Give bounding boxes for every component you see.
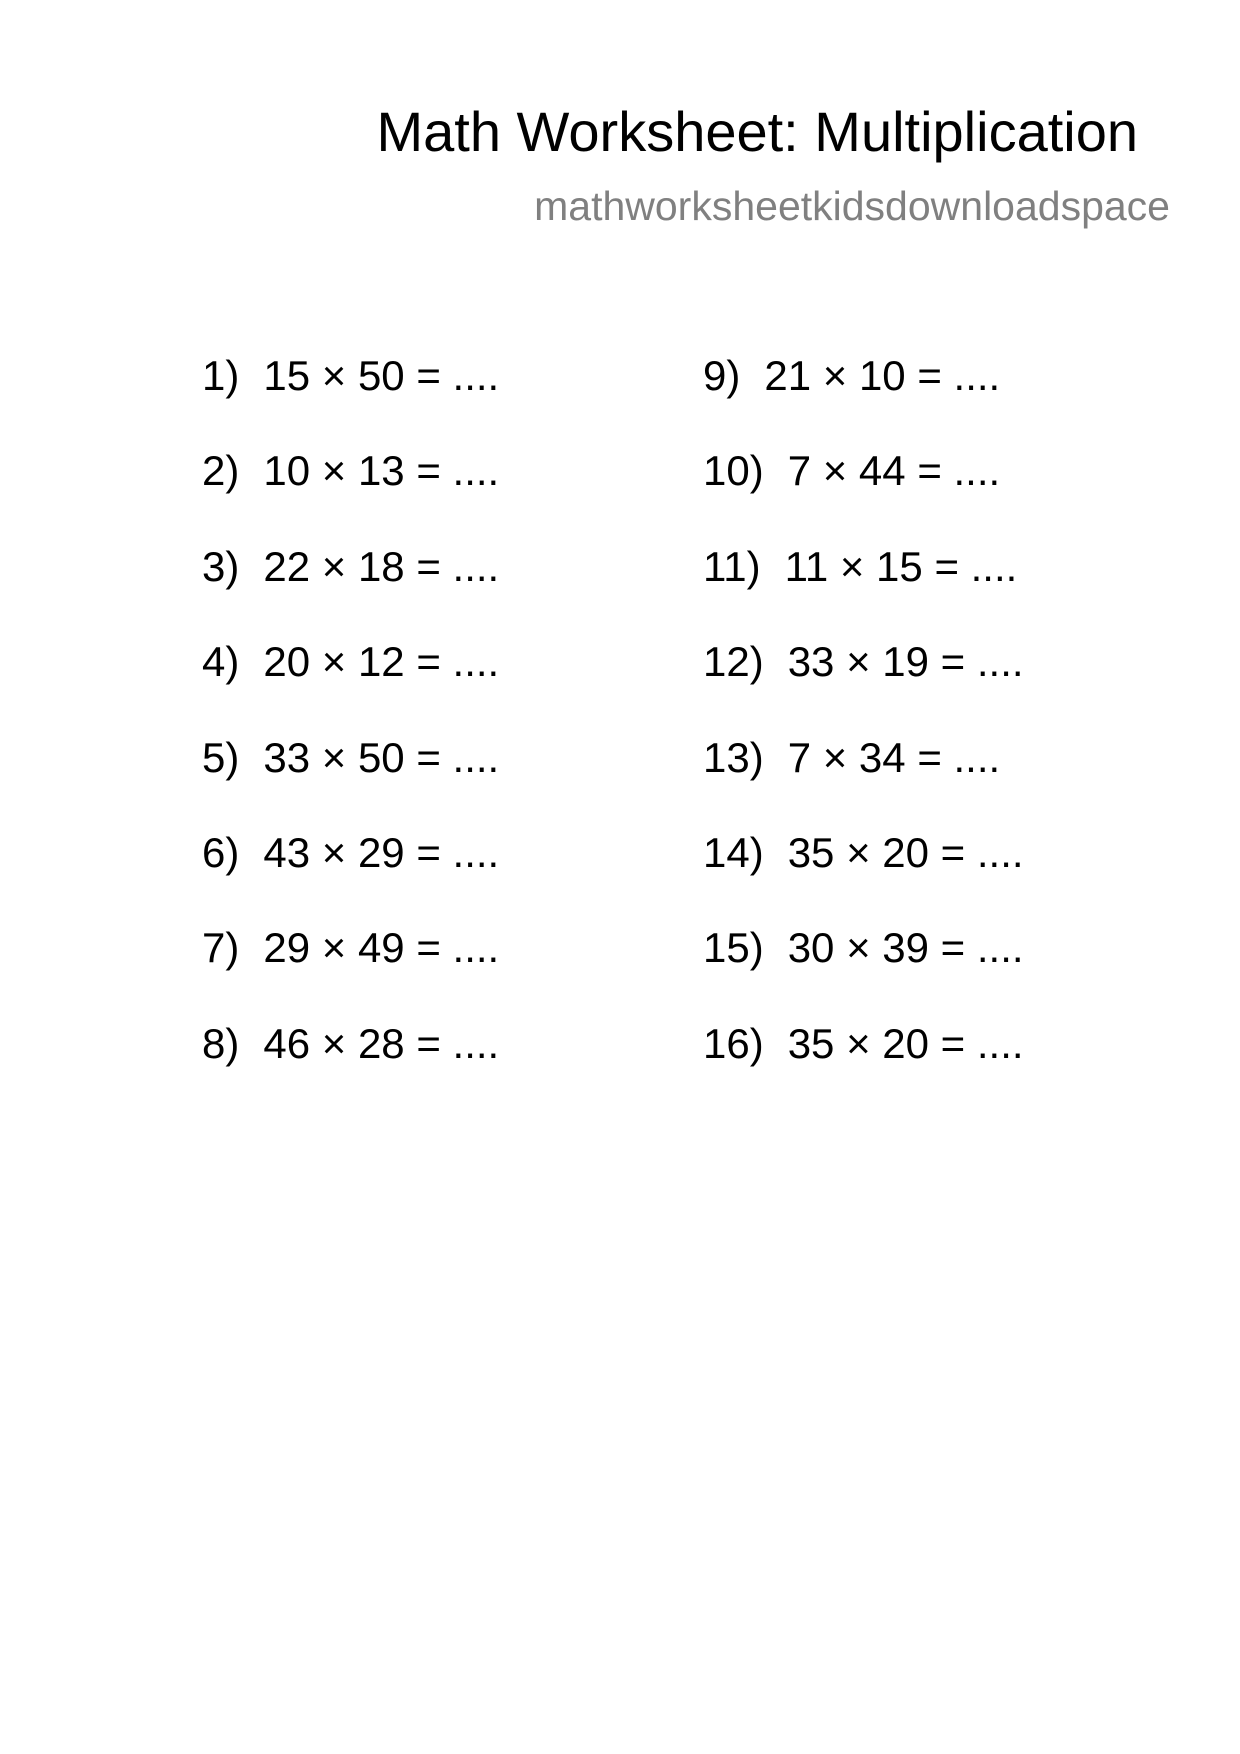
problem-item: [703, 827, 1024, 922]
problem-number: 13): [703, 733, 764, 781]
problem-number: 2): [202, 447, 240, 495]
problem-item: [703, 922, 1024, 1017]
problem-expression: 33 × 50 = ....: [263, 733, 500, 781]
problem-item: [202, 922, 499, 1017]
problem-item: [202, 732, 499, 827]
problem-item: [703, 445, 1024, 540]
problem-expression: 46 × 28 = ....: [263, 1019, 500, 1067]
problem-item: [703, 636, 1024, 731]
problem-item: [202, 541, 499, 636]
problem-item: [202, 636, 499, 731]
problem-number: 3): [202, 542, 240, 590]
problem-item: [703, 541, 1024, 636]
problem-number: 11): [703, 542, 761, 590]
problem-item: [703, 732, 1024, 827]
problem-number: 15): [703, 924, 764, 972]
problem-item: [703, 350, 1024, 445]
problem-expression: 7 × 44 = ....: [787, 447, 1001, 495]
problem-item: [202, 827, 499, 922]
problem-number: 7): [202, 924, 240, 972]
problem-column-right: [703, 350, 1024, 1113]
problem-number: 12): [703, 638, 764, 686]
problem-expression: 10 × 13 = ....: [263, 447, 500, 495]
problem-item: [202, 350, 499, 445]
problem-expression: 15 × 50 = ....: [263, 352, 500, 399]
problem-column-left: [202, 350, 499, 1113]
problem-item: [202, 445, 499, 540]
problem-expression: 21 × 10 = ....: [764, 352, 1001, 399]
problem-expression: 35 × 20 = ....: [787, 828, 1024, 876]
problem-number: 14): [703, 828, 764, 876]
problem-number: 4): [202, 638, 240, 686]
problem-expression: 43 × 29 = ....: [263, 828, 500, 876]
page-title: Math Worksheet: Multiplication: [376, 100, 1138, 163]
problem-expression: 29 × 49 = ....: [263, 924, 500, 972]
problem-number: 16): [703, 1019, 764, 1067]
problem-number: 8): [202, 1019, 240, 1067]
problem-number: 5): [202, 733, 240, 781]
page-subtitle: mathworksheetkidsdownloadspace: [534, 183, 1170, 229]
problem-expression: 33 × 19 = ....: [787, 638, 1024, 686]
problem-expression: 20 × 12 = ....: [263, 638, 500, 686]
problem-expression: 11 × 15 = ....: [784, 542, 1018, 590]
problem-expression: 30 × 39 = ....: [787, 924, 1024, 972]
problem-item: [703, 1018, 1024, 1113]
problem-item: [202, 1018, 499, 1113]
problem-expression: 7 × 34 = ....: [787, 733, 1001, 781]
problem-number: 9): [703, 352, 741, 399]
problem-number: 10): [703, 447, 764, 495]
problem-number: 1): [202, 352, 240, 399]
problem-number: 6): [202, 828, 240, 876]
problem-expression: 22 × 18 = ....: [263, 542, 500, 590]
problem-expression: 35 × 20 = ....: [787, 1019, 1024, 1067]
